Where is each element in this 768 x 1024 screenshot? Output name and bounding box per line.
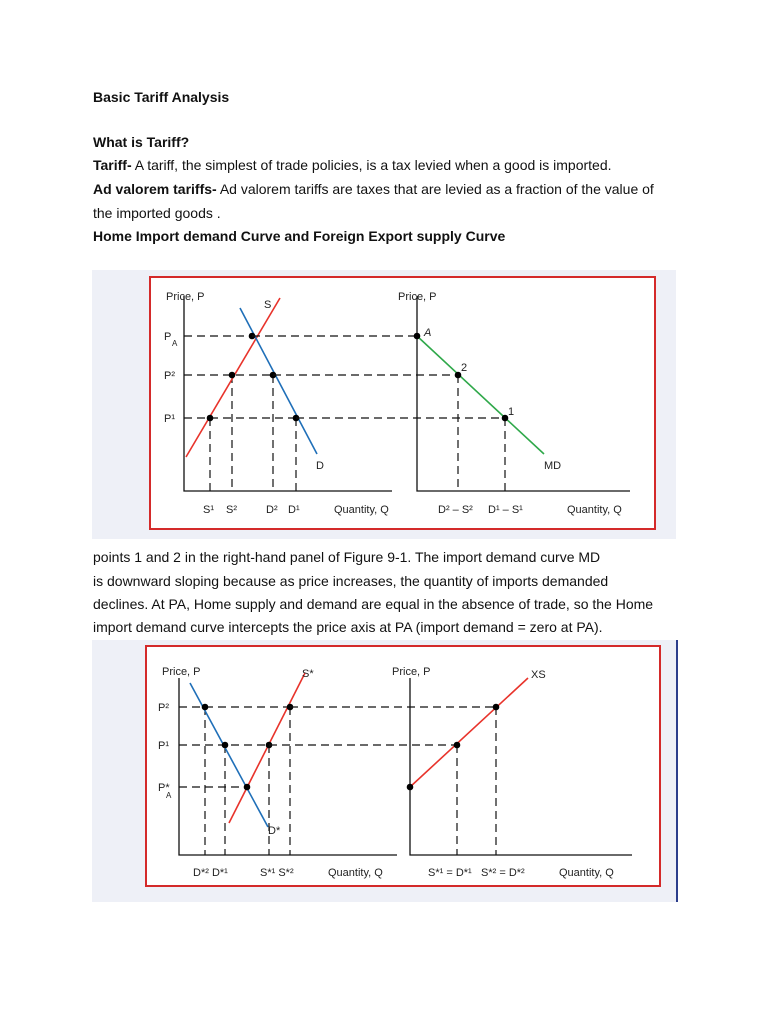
fig2-right-xlabel: Quantity, Q <box>559 867 614 879</box>
fig2-d-qty-label: D*² D*¹ <box>193 867 228 879</box>
fig1-a-label: A <box>424 327 432 339</box>
fig2-xs-point-1 <box>454 742 461 749</box>
fig2-d-label: D* <box>268 825 281 837</box>
section-heading: What is Tariff? <box>93 134 190 150</box>
fig2-d2-point <box>202 704 209 711</box>
fig2-s-label: S* <box>302 668 314 680</box>
tariff-def: A tariff, the simplest of trade policies, is a tax levied when a good is imported. <box>131 157 612 173</box>
figure1-heading: Home Import demand Curve and Foreign Export supply Curve <box>93 228 506 244</box>
figure2-frame <box>146 646 660 886</box>
fig2-left-xlabel: Quantity, Q <box>328 867 383 879</box>
fig1-s2-label: S² <box>226 504 237 516</box>
fig1-right-ylabel: Price, P <box>398 291 437 303</box>
fig2-left-ylabel: Price, P <box>162 666 201 678</box>
figure2-svg <box>92 640 674 902</box>
figure2-backdrop <box>92 640 678 902</box>
para-line-3: declines. At PA, Home supply and demand are equal in the absence of trade, so the Home <box>93 596 654 612</box>
fig2-right-ylabel: Price, P <box>392 666 431 678</box>
fig1-left-xlabel: Quantity, Q <box>334 504 389 516</box>
document-title: Basic Tariff Analysis <box>93 89 230 105</box>
adval-def-line1: Ad valorem tariffs are taxes that are levied as a fraction of the value of <box>216 181 654 197</box>
fig2-x1-label: S*¹ = D*¹ <box>428 867 472 879</box>
para-line-1: points 1 and 2 in the right-hand panel of Figure 9-1. The import demand curve MD <box>93 549 601 565</box>
fig2-xs-point-2 <box>493 704 500 711</box>
adval-definition <box>93 180 654 198</box>
fig1-2-label: 2 <box>461 362 468 374</box>
fig2-x2-label: S*² = D*² <box>481 867 525 879</box>
fig2-pa-label: P* <box>158 782 170 794</box>
fig1-d1-label: D¹ <box>288 504 300 516</box>
para-line-4: import demand curve intercepts the price axis at PA (import demand = zero at PA). <box>93 619 603 635</box>
fig1-p1-label: P¹ <box>164 413 175 425</box>
fig1-a-point <box>414 333 421 340</box>
fig2-pa-sub: A <box>166 791 172 800</box>
fig2-pa-point <box>244 784 251 791</box>
fig1-p2-label: P² <box>164 370 175 382</box>
fig1-pa-sub: A <box>172 339 178 348</box>
fig2-xs-origin-point <box>407 784 414 791</box>
fig1-imp1-label: D¹ – S¹ <box>488 504 523 516</box>
fig2-p2-label: P² <box>158 702 169 714</box>
fig1-imp2-label: D² – S² <box>438 504 473 516</box>
fig1-left-ylabel: Price, P <box>166 291 205 303</box>
fig1-1-label: 1 <box>508 406 515 418</box>
adval-term: Ad valorem tariffs- <box>93 181 217 197</box>
adval-def-line2: the imported goods . <box>93 205 221 221</box>
fig1-md-label: MD <box>544 460 562 472</box>
tariff-definition <box>93 156 612 174</box>
fig2-s-qty-label: S*¹ S*² <box>260 867 294 879</box>
figure1-svg <box>92 270 676 539</box>
fig1-s1-label: S¹ <box>203 504 214 516</box>
fig1-s1-point <box>207 415 214 422</box>
fig1-s2-point <box>229 372 236 379</box>
fig1-s-label: S <box>264 299 272 311</box>
fig1-right-xlabel: Quantity, Q <box>567 504 622 516</box>
fig1-d-label: D <box>316 460 324 472</box>
fig2-xs-label: XS <box>531 669 546 681</box>
fig1-d2-label: D² <box>266 504 278 516</box>
fig2-p1-label: P¹ <box>158 740 169 752</box>
para-line-2: is downward sloping because as price increases, the quantity of imports demanded <box>93 573 609 589</box>
fig1-pa-label: P <box>164 331 172 343</box>
fig2-d1-point <box>222 742 229 749</box>
tariff-term: Tariff- <box>93 157 132 173</box>
figure1-backdrop <box>92 270 676 539</box>
